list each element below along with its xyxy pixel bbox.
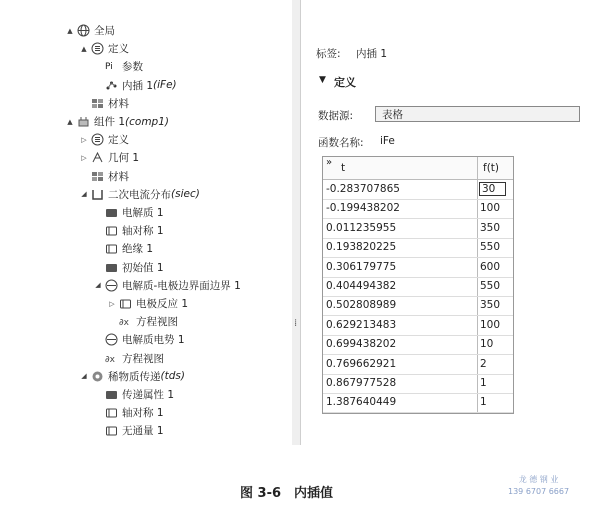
tree-item[interactable] [94, 277, 241, 294]
tree-item[interactable] [80, 168, 129, 185]
boundary-icon [105, 424, 118, 437]
domain-icon [105, 261, 118, 274]
tree-item-label: 稀物质传递 [108, 370, 161, 383]
figure-caption: 图 3-6 内插值 [240, 486, 334, 501]
tree-item-label: 轴对称 1 [122, 225, 164, 238]
header-marker-icon: » [326, 157, 333, 168]
physics-icon [91, 188, 104, 201]
cell-t[interactable]: 0.769662921 [326, 357, 397, 370]
pi-icon: Pi [105, 62, 113, 73]
svg-text:∂x: ∂x [105, 354, 115, 365]
cell-t[interactable]: 0.629213483 [326, 318, 397, 331]
electrode-icon [105, 333, 118, 346]
cell-t[interactable]: 1.387640449 [326, 396, 397, 409]
label-key: 标签: [316, 48, 341, 60]
cell-t[interactable]: 0.193820225 [326, 241, 397, 254]
table-row[interactable] [323, 238, 513, 258]
tree-item[interactable] [94, 350, 164, 367]
materials-icon [91, 170, 104, 183]
tree-item-label: 传递属性 1 [122, 389, 175, 401]
tree-item-tag: (tds) [160, 370, 185, 383]
interpolation-icon [105, 79, 118, 92]
cell-f[interactable]: 350 [480, 299, 501, 312]
tree-item-label: 材料 [108, 170, 129, 183]
cell-t[interactable]: 0.404494382 [326, 280, 397, 292]
tree-toggle-icon[interactable]: ▲ [67, 26, 73, 35]
tree-item-label: 二次电流分布 [108, 188, 171, 201]
tree-item-label: 方程视图 [122, 352, 164, 365]
cell-t[interactable]: 0.502808989 [326, 299, 397, 312]
table-row[interactable] [323, 180, 513, 200]
transport-icon [91, 370, 104, 383]
tree-item-label: 电极反应 1 [136, 298, 189, 310]
tree-item-label: 电解质-电极边界面边界 1 [122, 279, 241, 292]
boundary-icon [105, 406, 118, 419]
tree-item-label: 电解质电势 1 [122, 334, 185, 347]
tree-item-label: 方程视图 [136, 316, 178, 329]
interpolation-table[interactable] [322, 156, 514, 414]
splitter[interactable] [292, 0, 301, 445]
materials-icon [91, 97, 104, 110]
cell-f[interactable]: 1 [480, 377, 487, 389]
tree-item[interactable] [94, 422, 164, 439]
tree-item-label: 材料 [108, 97, 129, 110]
cell-f[interactable]: 30 [480, 183, 505, 195]
tree-item-label: 初始值 1 [122, 261, 164, 274]
datasource-select[interactable]: 表格 [375, 106, 580, 122]
tree-item[interactable] [108, 313, 178, 330]
tree-item-tag: (iFe) [153, 79, 177, 92]
cell-f[interactable]: 2 [480, 357, 487, 370]
cell-t[interactable]: 0.699438202 [326, 338, 397, 351]
tree-toggle-icon[interactable]: ▲ [67, 117, 73, 126]
section-chevron-icon[interactable]: ▼ [319, 75, 326, 85]
tree-item[interactable] [80, 149, 139, 166]
tree-item-label: 组件 1 [94, 116, 126, 128]
tree-toggle-icon[interactable]: ◢ [81, 372, 87, 381]
tree-item[interactable] [94, 58, 143, 75]
tree-item-tag: (siec) [171, 188, 200, 201]
table-row[interactable] [323, 355, 513, 375]
tree-item-label: 电解质 1 [122, 207, 164, 219]
table-row[interactable] [323, 296, 513, 316]
tree-item[interactable] [94, 222, 164, 239]
table-row[interactable] [323, 199, 513, 219]
cell-t[interactable]: 0.011235955 [326, 221, 397, 234]
cell-f[interactable]: 10 [480, 338, 494, 351]
list-icon [91, 42, 104, 55]
tree-item[interactable] [94, 240, 153, 257]
tree-toggle-icon[interactable]: ◢ [95, 281, 101, 290]
column-f-header[interactable]: f(t) [483, 162, 500, 174]
boundary-icon [105, 224, 118, 237]
boundary-icon [119, 297, 132, 310]
tree-item-label: 参数 [122, 61, 143, 74]
tree-item-label: 几何 1 [108, 152, 140, 165]
cell-f[interactable]: 1 [480, 396, 487, 409]
section-title[interactable]: 定义 [334, 76, 356, 89]
cell-t[interactable]: 0.306179775 [326, 260, 397, 273]
tree-item[interactable] [94, 77, 177, 94]
equation-icon [105, 352, 118, 365]
datasource-label: 数据源: [318, 110, 354, 122]
tree-item[interactable] [94, 331, 185, 348]
tree-item[interactable] [66, 113, 169, 130]
tree-item[interactable] [94, 259, 164, 276]
cell-f[interactable]: 600 [480, 260, 501, 273]
cell-f[interactable]: 350 [480, 221, 501, 234]
table-row[interactable] [323, 393, 513, 413]
cell-f[interactable]: 550 [480, 241, 501, 254]
tree-item[interactable] [94, 204, 164, 221]
column-t-header[interactable]: t [341, 162, 346, 174]
tree-item-label: 无通量 1 [122, 425, 164, 438]
tree-item[interactable] [80, 368, 185, 385]
list-icon [91, 133, 104, 146]
tree-toggle-icon[interactable]: ▷ [81, 153, 87, 162]
globe-icon [77, 24, 90, 37]
domain-icon [105, 206, 118, 219]
tree-item[interactable] [80, 186, 200, 203]
function-name-value[interactable]: iFe [380, 135, 395, 147]
function-name-label: 函数名称: [318, 137, 364, 149]
electrode-icon [105, 279, 118, 292]
table-row[interactable] [323, 219, 513, 239]
tree-item[interactable] [80, 40, 129, 57]
geometry-icon [91, 151, 104, 164]
tree-item[interactable] [80, 131, 129, 148]
tree-item-label: 绝缘 1 [122, 243, 154, 256]
tree-toggle-icon[interactable]: ◢ [81, 190, 87, 199]
tree-item[interactable] [94, 386, 174, 403]
table-row[interactable] [323, 316, 513, 336]
watermark-stamp [508, 474, 569, 498]
label-value[interactable]: 内插 1 [356, 48, 388, 60]
svg-text:∂x: ∂x [119, 318, 129, 329]
splitter-grip-icon[interactable]: ⁞ [294, 318, 298, 329]
tree-item-label: 定义 [108, 134, 129, 147]
cell-t[interactable]: -0.283707865 [326, 183, 400, 195]
equation-icon [119, 315, 132, 328]
tree-item[interactable] [80, 95, 129, 112]
table-header [323, 157, 513, 180]
tree-toggle-icon[interactable]: ▷ [81, 135, 87, 144]
table-row[interactable] [323, 335, 513, 355]
tree-item[interactable] [108, 295, 188, 312]
tree-toggle-icon[interactable]: ▷ [109, 299, 115, 308]
cell-f[interactable]: 100 [480, 202, 501, 215]
table-row[interactable] [323, 277, 513, 297]
stamp-line-2: 139 6707 6667 [508, 487, 570, 496]
cell-f[interactable]: 100 [480, 318, 501, 331]
tree-item-label: 定义 [108, 43, 129, 56]
boundary-icon [105, 242, 118, 255]
cell-t[interactable]: -0.199438202 [326, 202, 400, 215]
tree-item-tag: (comp1) [125, 115, 169, 128]
tree-item[interactable] [94, 404, 164, 421]
domain-icon [105, 388, 118, 401]
tree-item[interactable] [66, 22, 115, 39]
table-row[interactable] [323, 374, 513, 394]
tree-item-label: 全局 [94, 25, 115, 37]
tree-item-label: 轴对称 1 [122, 407, 164, 420]
stamp-line-1: 龙 德 钢 业 [518, 475, 559, 484]
tree-item-label: 内插 1 [122, 79, 154, 92]
cell-t[interactable]: 0.867977528 [326, 377, 397, 389]
table-row[interactable] [323, 258, 513, 278]
cell-f[interactable]: 550 [480, 280, 501, 292]
tree-toggle-icon[interactable]: ▲ [81, 44, 87, 53]
component-icon [77, 115, 90, 128]
